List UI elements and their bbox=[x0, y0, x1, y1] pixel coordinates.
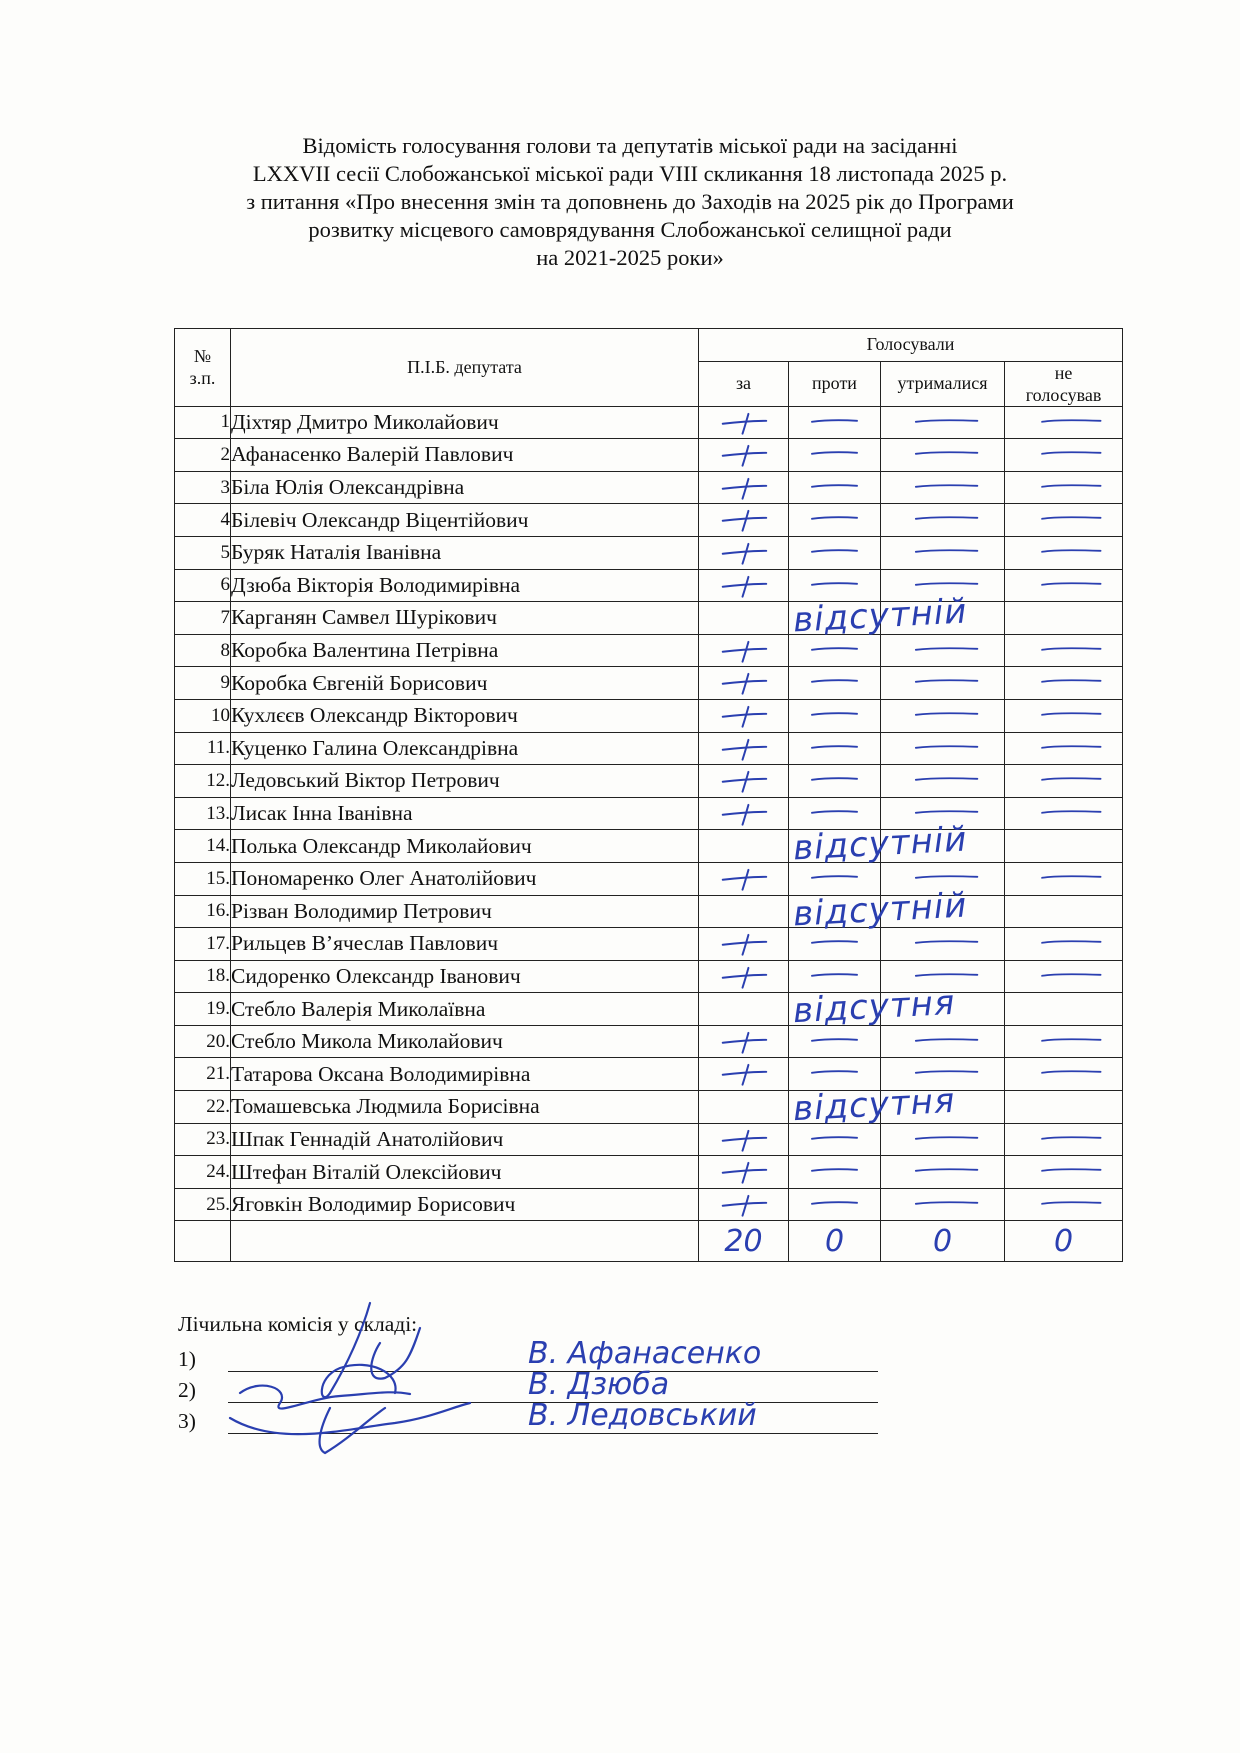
row-number: 10 bbox=[175, 699, 231, 732]
deputy-name: Коробка Валентина Петрівна bbox=[231, 634, 699, 667]
dash-mark-icon bbox=[881, 439, 1004, 471]
vote-against-cell bbox=[789, 406, 881, 439]
dash-mark-icon bbox=[1005, 472, 1122, 504]
dash-mark-icon bbox=[789, 667, 880, 699]
vote-abstained-cell bbox=[881, 928, 1005, 961]
voting-table bbox=[174, 328, 1123, 1262]
row-number: 18. bbox=[175, 960, 231, 993]
dash-mark-icon bbox=[789, 1156, 880, 1188]
dash-mark-icon bbox=[789, 733, 880, 765]
vote-not-voted-cell bbox=[1005, 1188, 1123, 1221]
plus-mark-icon bbox=[699, 472, 788, 504]
vote-not-voted-cell bbox=[1005, 667, 1123, 700]
vote-for-cell bbox=[699, 732, 789, 765]
dash-mark-icon bbox=[881, 635, 1004, 667]
table-row bbox=[175, 732, 1123, 765]
vote-not-voted-cell bbox=[1005, 699, 1123, 732]
dash-mark-icon bbox=[1005, 1156, 1122, 1188]
plus-mark-icon bbox=[699, 570, 788, 602]
table-row bbox=[175, 667, 1123, 700]
document-title bbox=[180, 132, 1080, 272]
table-row bbox=[175, 439, 1123, 472]
vote-for-cell bbox=[699, 1025, 789, 1058]
vote-against-cell bbox=[789, 667, 881, 700]
dash-mark-icon bbox=[1005, 537, 1122, 569]
vote-against-cell bbox=[789, 819, 969, 869]
deputy-name: Діхтяр Дмитро Миколайович bbox=[231, 406, 699, 439]
vote-abstained-cell bbox=[881, 699, 1005, 732]
vote-abstained-cell bbox=[881, 765, 1005, 798]
vote-not-voted-cell bbox=[1005, 993, 1123, 1026]
row-number: 1 bbox=[175, 406, 231, 439]
table-row bbox=[175, 862, 1123, 895]
vote-abstained-cell bbox=[881, 732, 1005, 765]
dash-mark-icon bbox=[881, 1156, 1004, 1188]
vote-not-voted-cell bbox=[1005, 1091, 1123, 1124]
absent-note: відсутній bbox=[792, 884, 969, 935]
table-row bbox=[175, 536, 1123, 569]
dash-mark-icon bbox=[789, 1189, 880, 1221]
plus-mark-icon bbox=[699, 928, 788, 960]
dash-mark-icon bbox=[881, 765, 1004, 797]
row-number: 7 bbox=[175, 602, 231, 635]
header-abstained: утрималися bbox=[881, 361, 1005, 406]
plus-mark-icon bbox=[699, 635, 788, 667]
vote-for-cell bbox=[699, 1188, 789, 1221]
dash-mark-icon bbox=[881, 1189, 1004, 1221]
dash-mark-icon bbox=[1005, 700, 1122, 732]
vote-abstained-cell bbox=[881, 1123, 1005, 1156]
dash-mark-icon bbox=[881, 472, 1004, 504]
vote-for-cell bbox=[699, 634, 789, 667]
vote-abstained-cell bbox=[881, 1156, 1005, 1189]
deputy-name: Біла Юлія Олександрівна bbox=[231, 471, 699, 504]
absent-note: відсутній bbox=[792, 591, 969, 641]
row-number: 17. bbox=[175, 928, 231, 961]
vote-against-cell bbox=[789, 439, 881, 472]
vote-not-voted-cell bbox=[1005, 732, 1123, 765]
deputy-name: Білевіч Олександр Віцентійович bbox=[231, 504, 699, 537]
vote-against-cell bbox=[789, 884, 969, 935]
title-line-2: LXXVII сесії Слобожанської міської ради VIII скликання 18 листопада 2025 р. bbox=[252, 161, 1008, 186]
dash-mark-icon bbox=[881, 700, 1004, 732]
vote-not-voted-cell bbox=[1005, 471, 1123, 504]
deputy-name: Томашевська Людмила Борисівна bbox=[231, 1091, 699, 1124]
dash-mark-icon bbox=[789, 537, 880, 569]
signature-name-1: В. Афанасенко bbox=[528, 1336, 762, 1371]
vote-for-cell bbox=[699, 536, 789, 569]
table-row bbox=[175, 1156, 1123, 1189]
table-row bbox=[175, 699, 1123, 732]
header-not-voted: не голосував bbox=[1005, 361, 1123, 406]
vote-against-cell bbox=[789, 504, 881, 537]
plus-mark-icon bbox=[699, 1124, 788, 1156]
vote-not-voted-cell bbox=[1005, 960, 1123, 993]
dash-mark-icon bbox=[1005, 928, 1122, 960]
dash-mark-icon bbox=[1005, 570, 1122, 602]
plus-mark-icon bbox=[699, 700, 788, 732]
dash-mark-icon bbox=[1005, 1026, 1122, 1058]
vote-abstained-cell bbox=[881, 1025, 1005, 1058]
dash-mark-icon bbox=[789, 765, 880, 797]
plus-mark-icon bbox=[699, 961, 788, 993]
vote-not-voted-cell bbox=[1005, 406, 1123, 439]
vote-abstained-cell bbox=[881, 536, 1005, 569]
vote-against-cell bbox=[789, 1156, 881, 1189]
vote-for-cell bbox=[699, 960, 789, 993]
vote-for-cell bbox=[699, 602, 789, 635]
title-line-1: Відомість голосування голови та депутатів міської ради на засіданні bbox=[302, 133, 958, 158]
plus-mark-icon bbox=[699, 733, 788, 765]
plus-mark-icon bbox=[699, 1189, 788, 1221]
deputy-name: Шпак Геннадій Анатолійович bbox=[231, 1123, 699, 1156]
plus-mark-icon bbox=[699, 1156, 788, 1188]
deputy-name: Афанасенко Валерій Павлович bbox=[231, 439, 699, 472]
header-name: П.І.Б. депутата bbox=[231, 329, 699, 407]
row-number: 25. bbox=[175, 1188, 231, 1221]
table-row bbox=[175, 1058, 1123, 1091]
vote-for-cell bbox=[699, 471, 789, 504]
vote-abstained-cell bbox=[881, 504, 1005, 537]
dash-mark-icon bbox=[1005, 1124, 1122, 1156]
vote-for-cell bbox=[699, 406, 789, 439]
row-number: 20. bbox=[175, 1025, 231, 1058]
title-line-3: з питання «Про внесення змін та доповнень до Заходів на 2025 рік до Програми bbox=[246, 189, 1014, 214]
row-number: 24. bbox=[175, 1156, 231, 1189]
row-number: 21. bbox=[175, 1058, 231, 1091]
handwritten-signatures bbox=[220, 1298, 540, 1458]
plus-mark-icon bbox=[699, 798, 788, 830]
vote-not-voted-cell bbox=[1005, 1058, 1123, 1091]
plus-mark-icon bbox=[699, 439, 788, 471]
row-number: 23. bbox=[175, 1123, 231, 1156]
title-line-5: на 2021-2025 роки» bbox=[536, 245, 724, 270]
vote-not-voted-cell bbox=[1005, 1156, 1123, 1189]
vote-not-voted-cell bbox=[1005, 439, 1123, 472]
vote-for-cell bbox=[699, 1091, 789, 1124]
vote-for-cell bbox=[699, 993, 789, 1026]
table-row bbox=[175, 1123, 1123, 1156]
table-row bbox=[175, 797, 1123, 830]
dash-mark-icon bbox=[789, 407, 880, 439]
dash-mark-icon bbox=[789, 504, 880, 536]
vote-not-voted-cell bbox=[1005, 830, 1123, 863]
vote-for-cell bbox=[699, 439, 789, 472]
deputy-name: Татарова Оксана Володимирівна bbox=[231, 1058, 699, 1091]
row-number: 13. bbox=[175, 797, 231, 830]
row-number: 12. bbox=[175, 765, 231, 798]
vote-for-cell bbox=[699, 895, 789, 928]
vote-abstained-cell bbox=[881, 439, 1005, 472]
row-number: 2 bbox=[175, 439, 231, 472]
dash-mark-icon bbox=[881, 407, 1004, 439]
vote-against-cell bbox=[789, 983, 957, 1032]
vote-not-voted-cell bbox=[1005, 569, 1123, 602]
total-abstained: 0 bbox=[881, 1221, 1005, 1262]
dash-mark-icon bbox=[881, 504, 1004, 536]
dash-mark-icon bbox=[1005, 1058, 1122, 1090]
header-for: за bbox=[699, 361, 789, 406]
deputy-name: Пономаренко Олег Анатолійович bbox=[231, 862, 699, 895]
deputy-name: Ледовський Віктор Петрович bbox=[231, 765, 699, 798]
vote-against-cell bbox=[789, 1080, 957, 1130]
dash-mark-icon bbox=[881, 1026, 1004, 1058]
vote-not-voted-cell bbox=[1005, 862, 1123, 895]
dash-mark-icon bbox=[1005, 863, 1122, 895]
vote-against-cell bbox=[789, 471, 881, 504]
vote-for-cell bbox=[699, 667, 789, 700]
row-number: 16. bbox=[175, 895, 231, 928]
total-for: 20 bbox=[699, 1221, 789, 1262]
dash-mark-icon bbox=[881, 1124, 1004, 1156]
table-row bbox=[175, 504, 1123, 537]
vote-for-cell bbox=[699, 504, 789, 537]
dash-mark-icon bbox=[881, 537, 1004, 569]
vote-not-voted-cell bbox=[1005, 765, 1123, 798]
dash-mark-icon bbox=[789, 700, 880, 732]
vote-not-voted-cell bbox=[1005, 504, 1123, 537]
table-row bbox=[175, 830, 1123, 863]
dash-mark-icon bbox=[881, 667, 1004, 699]
table-row bbox=[175, 1091, 1123, 1124]
title-line-4: розвитку місцевого самоврядування Слобожанської селищної ради bbox=[308, 217, 952, 242]
vote-for-cell bbox=[699, 797, 789, 830]
commission-member-1: 1) В. Афанасенко bbox=[178, 1341, 878, 1372]
row-number: 4 bbox=[175, 504, 231, 537]
totals-name-cell bbox=[231, 1221, 699, 1262]
table-row bbox=[175, 993, 1123, 1026]
vote-against-cell bbox=[789, 1188, 881, 1221]
vote-for-cell bbox=[699, 862, 789, 895]
vote-for-cell bbox=[699, 765, 789, 798]
row-number: 15. bbox=[175, 862, 231, 895]
dash-mark-icon bbox=[1005, 733, 1122, 765]
dash-mark-icon bbox=[789, 439, 880, 471]
absent-note: відсутня bbox=[792, 983, 957, 1032]
vote-not-voted-cell bbox=[1005, 602, 1123, 635]
vote-abstained-cell bbox=[881, 667, 1005, 700]
dash-mark-icon bbox=[1005, 1189, 1122, 1221]
vote-not-voted-cell bbox=[1005, 634, 1123, 667]
table-row bbox=[175, 406, 1123, 439]
dash-mark-icon bbox=[881, 928, 1004, 960]
vote-not-voted-cell bbox=[1005, 895, 1123, 928]
vote-against-cell bbox=[789, 536, 881, 569]
vote-for-cell bbox=[699, 830, 789, 863]
table-row bbox=[175, 1188, 1123, 1221]
vote-for-cell bbox=[699, 928, 789, 961]
row-number: 6 bbox=[175, 569, 231, 602]
deputy-name: Кухлєєв Олександр Вікторович bbox=[231, 699, 699, 732]
vote-against-cell bbox=[789, 699, 881, 732]
plus-mark-icon bbox=[699, 1058, 788, 1090]
plus-mark-icon bbox=[699, 407, 788, 439]
table-row bbox=[175, 895, 1123, 928]
vote-for-cell bbox=[699, 1058, 789, 1091]
deputy-name: Дзюба Вікторія Володимирівна bbox=[231, 569, 699, 602]
dash-mark-icon bbox=[1005, 439, 1122, 471]
totals-num-cell bbox=[175, 1221, 231, 1262]
row-number: 22. bbox=[175, 1091, 231, 1124]
plus-mark-icon bbox=[699, 765, 788, 797]
commission-label: Лічильна комісія у складі: bbox=[178, 1312, 418, 1336]
table-row bbox=[175, 634, 1123, 667]
vote-against-cell bbox=[789, 765, 881, 798]
absent-note: відсутній bbox=[792, 819, 969, 869]
vote-abstained-cell bbox=[881, 406, 1005, 439]
row-number: 8 bbox=[175, 634, 231, 667]
vote-abstained-cell bbox=[881, 634, 1005, 667]
signature-name-3: В. Ледовський bbox=[528, 1398, 757, 1433]
vote-for-cell bbox=[699, 699, 789, 732]
plus-mark-icon bbox=[699, 863, 788, 895]
commission-member-2: 2) В. Дзюба bbox=[178, 1372, 878, 1403]
vote-not-voted-cell bbox=[1005, 1025, 1123, 1058]
vote-not-voted-cell bbox=[1005, 797, 1123, 830]
table-row bbox=[175, 471, 1123, 504]
row-number: 9 bbox=[175, 667, 231, 700]
table-row bbox=[175, 1025, 1123, 1058]
deputy-name: Різван Володимир Петрович bbox=[231, 895, 699, 928]
table-row bbox=[175, 765, 1123, 798]
deputy-name: Стебло Валерія Миколаївна bbox=[231, 993, 699, 1026]
deputy-name: Лисак Інна Іванівна bbox=[231, 797, 699, 830]
deputy-name: Коробка Євгеній Борисович bbox=[231, 667, 699, 700]
table-row bbox=[175, 960, 1123, 993]
commission-member-3: 3) В. Ледовський bbox=[178, 1403, 878, 1434]
deputy-name: Штефан Віталій Олексійович bbox=[231, 1156, 699, 1189]
deputy-name: Яговкін Володимир Борисович bbox=[231, 1188, 699, 1221]
totals-row bbox=[175, 1221, 1123, 1262]
dash-mark-icon bbox=[789, 472, 880, 504]
deputy-name: Буряк Наталія Іванівна bbox=[231, 536, 699, 569]
deputy-name: Стебло Микола Миколайович bbox=[231, 1025, 699, 1058]
absent-note: відсутня bbox=[792, 1080, 957, 1130]
vote-not-voted-cell bbox=[1005, 536, 1123, 569]
dash-mark-icon bbox=[1005, 407, 1122, 439]
dash-mark-icon bbox=[1005, 504, 1122, 536]
row-number: 19. bbox=[175, 993, 231, 1026]
total-against: 0 bbox=[789, 1221, 881, 1262]
deputy-name: Куценко Галина Олександрівна bbox=[231, 732, 699, 765]
total-not-voted: 0 bbox=[1005, 1221, 1123, 1262]
dash-mark-icon bbox=[881, 733, 1004, 765]
vote-abstained-cell bbox=[881, 471, 1005, 504]
vote-for-cell bbox=[699, 1156, 789, 1189]
vote-for-cell bbox=[699, 1123, 789, 1156]
row-number: 5 bbox=[175, 536, 231, 569]
table-row bbox=[175, 928, 1123, 961]
dash-mark-icon bbox=[1005, 765, 1122, 797]
dash-mark-icon bbox=[1005, 961, 1122, 993]
deputy-name: Полька Олександр Миколайович bbox=[231, 830, 699, 863]
vote-against-cell bbox=[789, 591, 969, 641]
vote-not-voted-cell bbox=[1005, 1123, 1123, 1156]
row-number: 3 bbox=[175, 471, 231, 504]
plus-mark-icon bbox=[699, 504, 788, 536]
row-number: 14. bbox=[175, 830, 231, 863]
table-row bbox=[175, 569, 1123, 602]
dash-mark-icon bbox=[1005, 798, 1122, 830]
plus-mark-icon bbox=[699, 1026, 788, 1058]
dash-mark-icon bbox=[1005, 635, 1122, 667]
vote-for-cell bbox=[699, 569, 789, 602]
signature-name-2: В. Дзюба bbox=[528, 1367, 670, 1402]
header-voted: Голосували bbox=[699, 329, 1123, 362]
dash-mark-icon bbox=[1005, 667, 1122, 699]
header-against: проти bbox=[789, 361, 881, 406]
plus-mark-icon bbox=[699, 667, 788, 699]
vote-not-voted-cell bbox=[1005, 928, 1123, 961]
table-row bbox=[175, 602, 1123, 635]
header-number: № з.п. bbox=[175, 329, 231, 407]
deputy-name: Сидоренко Олександр Іванович bbox=[231, 960, 699, 993]
row-number: 11. bbox=[175, 732, 231, 765]
deputy-name: Карганян Самвел Шурікович bbox=[231, 602, 699, 635]
plus-mark-icon bbox=[699, 537, 788, 569]
vote-abstained-cell bbox=[881, 1188, 1005, 1221]
vote-against-cell bbox=[789, 732, 881, 765]
deputy-name: Рильцев В’ячеслав Павлович bbox=[231, 928, 699, 961]
